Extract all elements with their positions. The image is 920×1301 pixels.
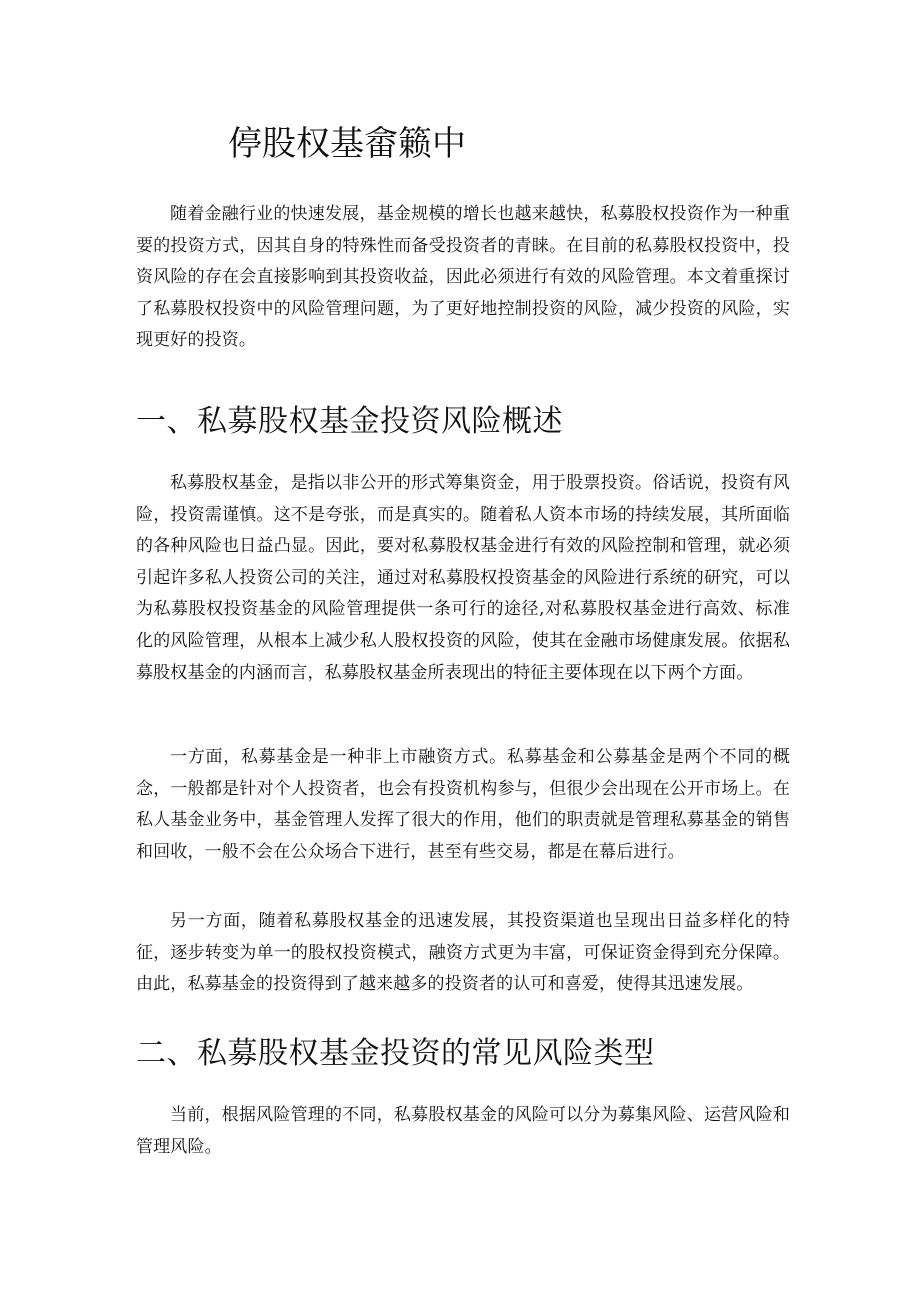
section-1-paragraph-1: 私募股权基金，是指以非公开的形式筹集资金，用于股票投资。俗话说，投资有风险，投资需谨慎。这不是夸张，而是真实的。随着私人资本市场的持续发展，其所面临的各种风险也日益凸显。因此，要对私募股权基金进行有效的风险控制和管理，就必须引起许多私人投资公司的关注，通过对私募股权投资基金的风险进行系统的研究，可以为私募股权投资基金的风险管理提供一条可行的途径,对私募股权基金进行高效、标准化的风险管理，从根本上减少私人股权投资的风险，使其在金融市场健康发展。依据私募股权基金的内涵而言，私募股权基金所表现出的特征主要体现在以下两个方面。 (136, 473, 790, 683)
section-2-heading: 二、私募股权基金投资的常见风险类型 (136, 1036, 655, 1071)
section-1-heading: 一、私募股权基金投资风险概述 (136, 404, 563, 439)
intro-paragraph: 随着金融行业的快速发展，基金规模的增长也越来越快，私募股权投资作为一种重要的投资方式，因其自身的特殊性而备受投资者的青睐。在目前的私募股权投资中，投资风险的存在会直接影响到其投资收益，因此必须进行有效的风险管理。本文着重探讨了私募股权投资中的风险管理问题，为了更好地控制投资的风险，减少投资的风险，实现更好的投资。 (136, 204, 790, 351)
section-1-paragraph-3: 另一方面，随着私募股权基金的迅速发展，其投资渠道也呈现出日益多样化的特征，逐步转变为单一的股权投资模式，融资方式更为丰富，可保证资金得到充分保障。由此，私募基金的投资得到了越来越多的投资者的认可和喜爱，使得其迅速发展。 (136, 911, 790, 995)
document-title: 停股权基畲籁中 (228, 124, 466, 164)
section-1-paragraph-2: 一方面，私募基金是一种非上市融资方式。私募基金和公募基金是两个不同的概念，一般都是针对个人投资者，也会有投资机构参与，但很少会出现在公开市场上。在私人基金业务中，基金管理人发挥了很大的作用，他们的职责就是管理私募基金的销售和回收，一般不会在公众场合下进行，甚至有些交易，都是在幕后进行。 (136, 747, 790, 862)
section-2-paragraph-1: 当前，根据风险管理的不同，私募股权基金的风险可以分为募集风险、运营风险和管理风险。 (136, 1105, 790, 1157)
